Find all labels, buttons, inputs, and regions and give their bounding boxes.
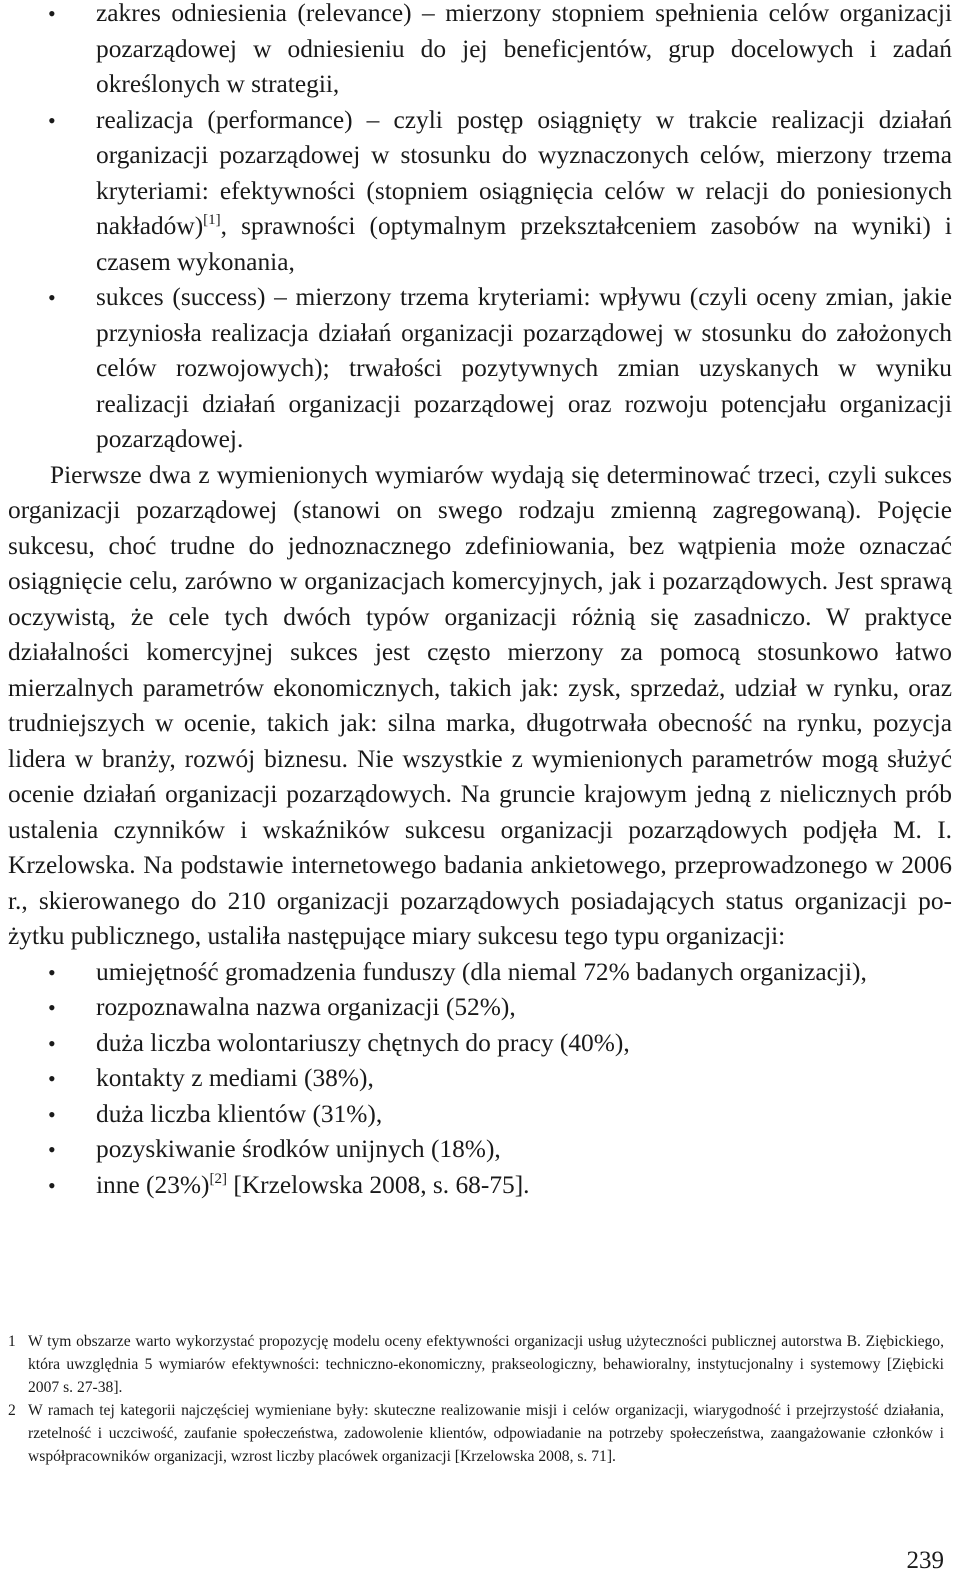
bullet-icon: • [48, 285, 56, 310]
main-text [8, 0, 952, 1203]
list-item-text: kontakty z mediami (38%), [96, 1064, 374, 1092]
list-item-text: umiejętność gromadzenia funduszy (dla niemal 72% badanych organizacji), [96, 957, 867, 986]
bullet-icon: • [48, 995, 56, 1020]
bullet-icon: • [48, 1, 56, 26]
bullet-icon: • [48, 1030, 56, 1056]
footnote-ref-2[interactable]: [2] [209, 1170, 228, 1187]
footnote-1 [8, 1330, 944, 1399]
list-item-text-continued: [Krzelowska 2008, s. 68-75]. [227, 1170, 530, 1199]
list-item-text-continued: , sprawności (optymalnym przekształceniem zasobów na wyniki) i czasem wykonania, [96, 212, 952, 276]
success-measures-list [8, 955, 952, 1204]
page-number: 239 [906, 1547, 944, 1574]
list-item-text: realizacja (performance) – czyli postęp osiągnięty w trakcie realizacji działań organizacji pozarządowej w stosunku do wyznaczonych celów, mierzony trzema kryteriami: efektywności (stopniem osiągnięcia celów w relacji do poniesionych nakładów) [96, 105, 952, 240]
list-item [8, 955, 952, 991]
body-paragraph: Pierwsze dwa z wymienionych wymiarów wydają się determinować trzeci, czyli sukces organizacji pozarządowej (stanowi on swego rodzaju zmienną zagregowaną). Pojęcie sukcesu, choć trudne do jednoznacznego zdefiniowania, bez wątpienia może oznaczać osiągnięcie celu, zarówno w organizacjach komercyjnych, jak i pozarządowych. Jest sprawą oczywistą, że cele tych dwóch typów organizacji różnią się zasadniczo. W praktyce działalności komercyjnej sukces jest często mierzony za pomocą stosunkowo łatwo mierzalnych parametrów ekonomicznych, takich jak: zysk, sprzedaż, udział w rynku, oraz trudniejszych w ocenie, takich jak: silna marka, długotrwała obecność na rynku, pozycja lidera w branży, rozwój biznesu. Nie wszystkie z wymienionych parametrów mogą służyć ocenie działań organizacji pozarządowych. Na gruncie krajowym jedną z nielicznych prób ustalenia czynników i wskaźników sukcesu organizacji pozarządowych podjęła M. I. Krzelowska. Na podstawie internetowego badania ankietowego, przeprowadzonego w 2006 r., skierowanego do 210 organizacji pozarządowych posiadających status organizacji pożytku publicznego, ustaliła następujące miary sukcesu tego typu organizacji: [8, 460, 952, 950]
footnote-text: W tym obszarze warto wykorzystać propozycję modelu oceny efektywności organizacji usług użyteczności publicznej autorstwa B. Ziębickiego, która uwzględnia 5 wymiarów efektywności: techniczno-ekonomiczny, prakseologiczny, behawioralny, instytucjonalny i systemowy [Ziębicki 2007 s. 27-38]. [28, 1333, 944, 1396]
list-item-text: pozyskiwanie środków unijnych (18%), [96, 1135, 501, 1163]
list-item-text: sukces (success) – mierzony trzema kryteriami: wpływu (czyli oceny zmian, jakie przyniosła realizacja działań organizacji pozarządowej w stosunku do założonych celów rozwojowych); trwałości pozytywnych zmian uzyskanych w wyniku realizacji działań organizacji pozarządowej oraz rozwoju potencjału organizacji pozarządowej. [96, 283, 952, 453]
dimensions-list [8, 0, 952, 458]
bullet-icon: • [48, 107, 56, 133]
bullet-icon: • [48, 1066, 56, 1091]
footnote-number: 1 [8, 1333, 16, 1350]
footnote-text: W ramach tej kategorii najczęściej wymieniane były: skuteczne realizowanie misji i celów organizacji, wiarygodność i przejrzystość działania, rzetelność i uczciwość, zaufanie społeczeństwa, zadowolenie klientów, odpowiadanie na potrzeby społeczeństwa, zaangażowanie członków i współpracowników organizacji, wzrost liczby placówek organizacji [Krzelowska 2008, s. 71]. [28, 1402, 944, 1465]
bullet-icon: • [48, 1101, 56, 1127]
footnote-ref-1[interactable]: [1] [203, 212, 221, 228]
bullet-icon: • [48, 959, 56, 985]
bullet-icon: • [48, 1137, 56, 1162]
list-item [8, 1132, 952, 1168]
list-item [8, 1026, 952, 1062]
list-item-text: duża liczba klientów (31%), [96, 1099, 383, 1128]
list-item [8, 1097, 952, 1133]
bullet-icon: • [48, 1172, 56, 1198]
footnote-number: 2 [8, 1402, 16, 1419]
list-item-text: inne (23%) [96, 1170, 210, 1199]
list-item [8, 1168, 952, 1204]
list-item-relevance [8, 0, 952, 103]
list-item-text: zakres odniesienia (relevance) – mierzony stopniem spełnienia celów organizacji pozarządowej w odniesieniu do jej beneficjentów, grup docelowych i zadań określonych w strategii, [96, 0, 952, 98]
footnote-2 [8, 1399, 944, 1468]
list-item-success [8, 280, 952, 458]
list-item [8, 990, 952, 1026]
list-item [8, 1061, 952, 1097]
list-item-text: duża liczba wolontariuszy chętnych do pracy (40%), [96, 1028, 630, 1057]
footnotes [8, 1330, 944, 1468]
list-item-performance [8, 103, 952, 281]
list-item-text: rozpoznawalna nazwa organizacji (52%), [96, 993, 516, 1021]
